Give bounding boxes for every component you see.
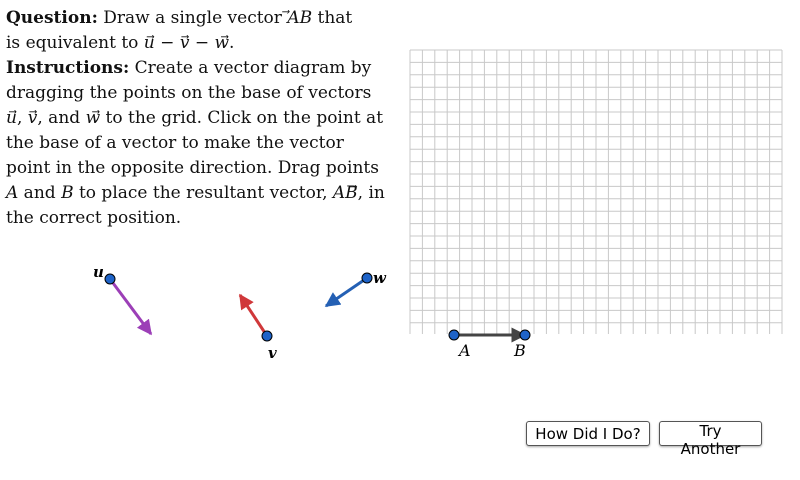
vector-v-label: v	[268, 344, 277, 362]
instructions-text: Instructions: Create a vector diagram by dragging the points on the base of vectors u, v, and w to the grid. Click on the point at the base of a vector to make the vector point in the opposite direction. Drag points A and B to place the resultant vector, AB, in the correct position.	[6, 58, 385, 228]
vector-w-symbol: w	[214, 33, 230, 53]
question-heading: Question:	[6, 8, 98, 28]
point-a-label: A	[459, 341, 471, 360]
vector-u-symbol: u	[143, 33, 155, 53]
vector-u-label: u	[93, 263, 104, 281]
vector-v-symbol: v	[179, 33, 190, 53]
vector-w-arrow	[326, 278, 367, 306]
vector-v[interactable]	[240, 295, 277, 362]
instructions-heading: Instructions:	[6, 58, 130, 78]
vector-u-arrow	[110, 279, 151, 334]
vector-v-base-point[interactable]	[262, 331, 272, 341]
vector-w-label: w	[373, 269, 386, 287]
resultant-vector-ab[interactable]	[449, 330, 530, 360]
vector-v-arrow	[240, 295, 267, 336]
vector-w[interactable]	[326, 269, 387, 306]
point-b[interactable]	[520, 330, 530, 340]
point-b-label: B	[514, 341, 526, 360]
question-line-2: is equivalent to u − v − w.	[6, 33, 235, 53]
try-another-button[interactable]: Try Another	[659, 421, 762, 446]
vector-u[interactable]	[93, 263, 151, 334]
vector-w-base-point[interactable]	[362, 273, 372, 283]
point-a[interactable]	[449, 330, 459, 340]
how-did-i-do-button[interactable]: How Did I Do?	[526, 421, 650, 446]
question-line-1: Question: Draw a single vector AB that	[6, 6, 386, 31]
vector-u-base-point[interactable]	[105, 274, 115, 284]
coordinate-grid[interactable]	[410, 50, 782, 334]
vector-ab-symbol: AB	[287, 8, 313, 28]
